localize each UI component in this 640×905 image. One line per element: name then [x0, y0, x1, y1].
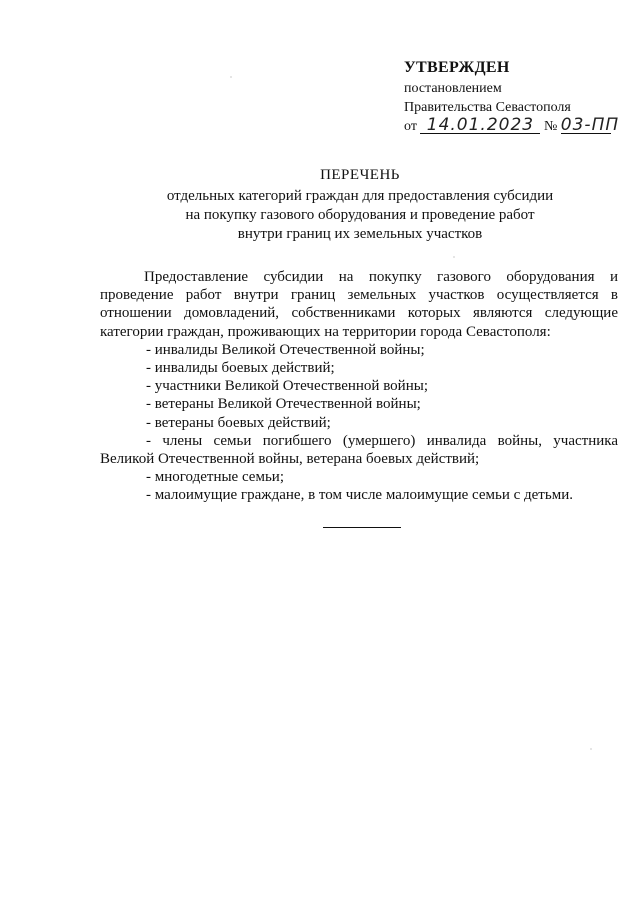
list-item: - малоимущие граждане, в том числе малоимущие семьи с детьми.	[146, 487, 573, 504]
list-item: - ветераны Великой Отечественной войны;	[146, 396, 421, 413]
document-title	[100, 166, 620, 244]
scan-speck	[590, 748, 592, 750]
title-line-2: на покупку газового оборудования и проведение работ	[185, 207, 535, 223]
title-line-3: внутри границ их земельных участков	[237, 226, 483, 242]
list-item: - многодетные семьи;	[146, 469, 284, 486]
list-item: - инвалиды Великой Отечественной войны;	[146, 341, 425, 358]
approval-stamp	[404, 58, 620, 136]
intro-paragraph: Предоставление субсидии на покупку газового оборудования и проведение работ внутри границ земельных участков осуществляется в отношении домовладений, собственниками которых являются следующие категории граждан, проживающих на территории города Севастополя:	[100, 269, 618, 340]
approval-line-1: постановлением	[404, 81, 502, 96]
scan-speck	[453, 256, 455, 258]
list-item: - инвалиды боевых действий;	[146, 360, 335, 377]
approval-line-2: Правительства Севастополя	[404, 100, 571, 115]
approval-date-line	[404, 115, 620, 136]
handwritten-date: 14.01.2023	[420, 118, 540, 134]
approval-heading: УТВЕРЖДЕН	[404, 59, 510, 76]
list-item: - участники Великой Отечественной войны;	[146, 378, 428, 395]
end-divider	[323, 527, 401, 528]
number-prefix: №	[543, 119, 558, 134]
list-item: - ветераны боевых действий;	[146, 414, 331, 431]
document-body	[100, 268, 618, 505]
scan-speck	[230, 76, 232, 78]
handwritten-number: 03-ПП	[560, 115, 620, 135]
list-item: - члены семьи погибшего (умершего) инвалида войны, участника Великой Отечественной войны, ветерана боевых действий;	[100, 432, 618, 468]
title-heading: ПЕРЕЧЕНЬ	[320, 167, 400, 183]
date-prefix: от	[404, 119, 417, 134]
title-line-1: отдельных категорий граждан для предоставления субсидии	[166, 188, 554, 204]
